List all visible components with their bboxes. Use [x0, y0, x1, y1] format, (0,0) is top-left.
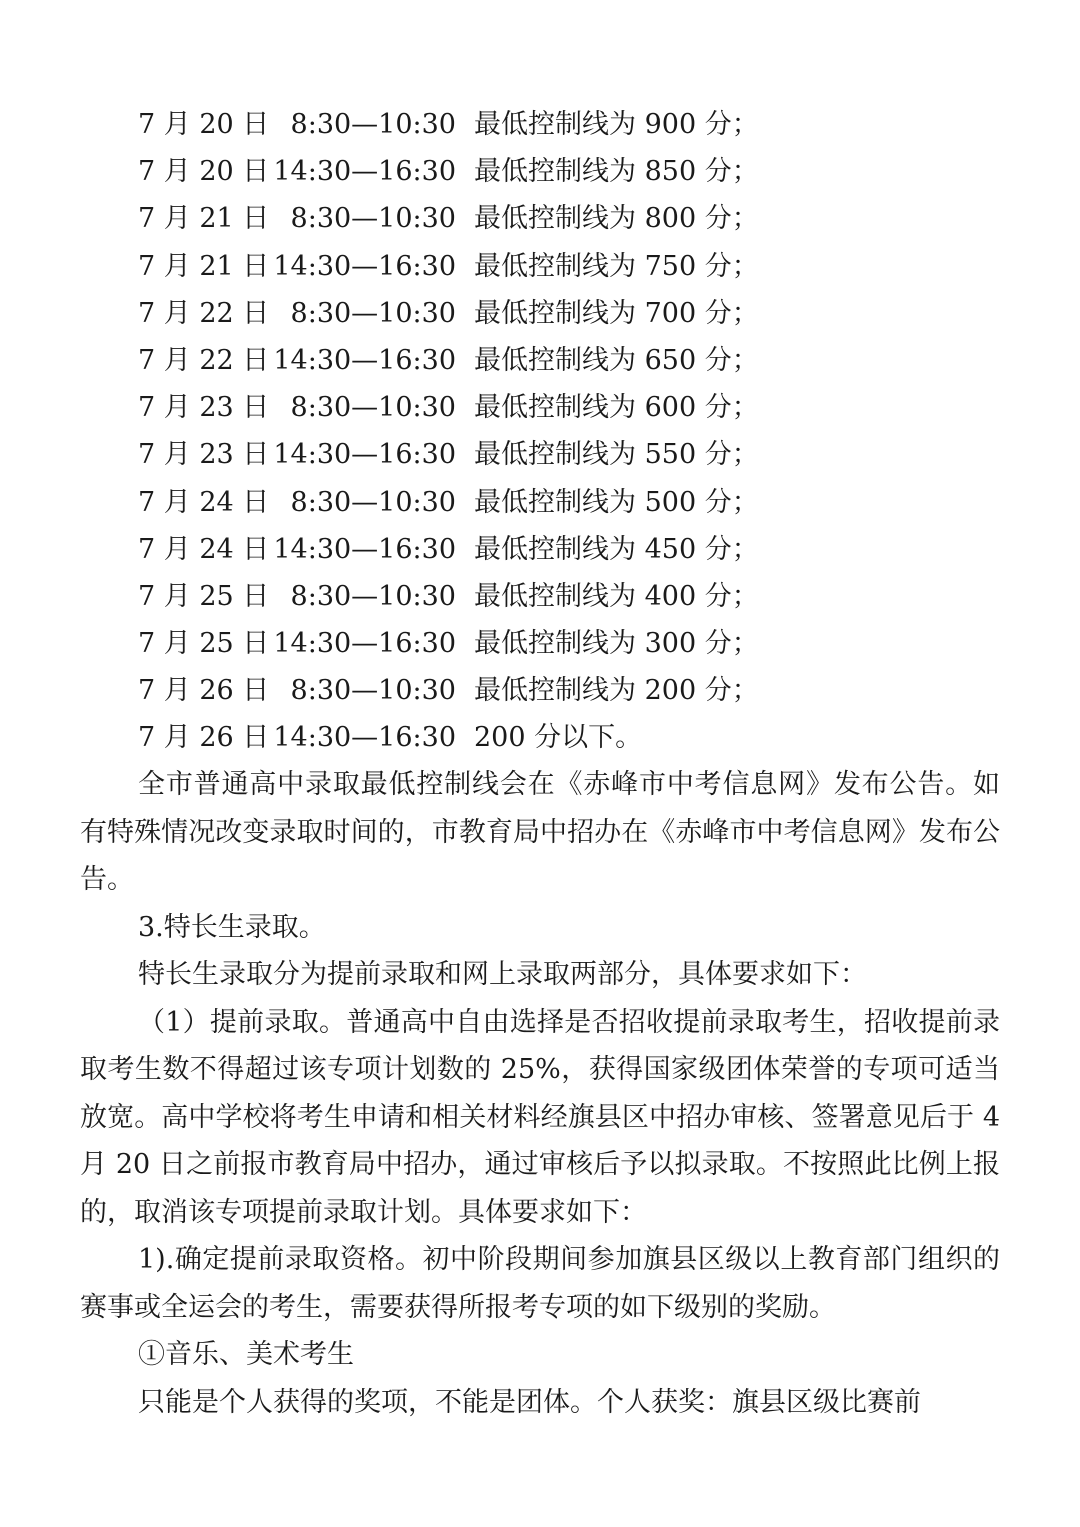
- schedule-time: 14:30—16:30: [273, 156, 456, 188]
- schedule-row: [138, 337, 1038, 384]
- document-body: [80, 761, 1000, 1426]
- schedule-row: [138, 290, 1038, 337]
- schedule-text: 最低控制线为 650 分；: [474, 344, 759, 376]
- schedule-time: 14:30—16:30: [273, 628, 456, 660]
- schedule-row: [138, 479, 1038, 526]
- schedule-time: 8:30—10:30: [290, 109, 456, 140]
- schedule-time: 8:30—10:30: [290, 203, 456, 235]
- schedule-date: 7 月 26 日: [138, 675, 270, 707]
- schedule-time: 14:30—16:30: [273, 722, 456, 754]
- schedule-row: [138, 714, 1038, 761]
- schedule-text: 最低控制线为 900 分；: [474, 109, 759, 140]
- schedule-time: 8:30—10:30: [290, 297, 456, 329]
- schedule-date: 7 月 21 日: [138, 250, 270, 282]
- schedule-date: 7 月 23 日: [138, 439, 270, 471]
- schedule-date: 7 月 26 日: [138, 722, 270, 754]
- schedule-row: [138, 573, 1038, 620]
- paragraph-individual-awards: 只能是个人获得的奖项，不能是团体。个人获奖：旗县区级比赛前: [138, 1386, 921, 1418]
- schedule-text: 最低控制线为 200 分；: [474, 675, 759, 707]
- schedule-text: 200 分以下。: [474, 722, 643, 754]
- schedule-date: 7 月 25 日: [138, 580, 270, 612]
- schedule-time: 8:30—10:30: [290, 392, 456, 424]
- schedule-row: [138, 148, 1038, 195]
- schedule-date: 7 月 20 日: [138, 109, 270, 140]
- schedule-time: 8:30—10:30: [290, 580, 456, 612]
- schedule-text: 最低控制线为 400 分；: [474, 580, 759, 612]
- schedule-date: 7 月 24 日: [138, 533, 270, 565]
- schedule-text: 最低控制线为 700 分；: [474, 297, 759, 329]
- schedule-date: 7 月 20 日: [138, 156, 270, 188]
- schedule-time: 14:30—16:30: [273, 250, 456, 282]
- schedule-row: [138, 526, 1038, 573]
- schedule-text: 最低控制线为 550 分；: [474, 439, 759, 471]
- schedule-time: 14:30—16:30: [273, 344, 456, 376]
- schedule-text: 最低控制线为 600 分；: [474, 392, 759, 424]
- schedule-row: [138, 384, 1038, 431]
- schedule-text: 最低控制线为 300 分；: [474, 628, 759, 660]
- subsection-heading: ①音乐、美术考生: [138, 1339, 354, 1370]
- admission-schedule: [138, 101, 1038, 762]
- schedule-row: [138, 667, 1038, 714]
- section-heading: 3.特长生录取。: [138, 911, 326, 943]
- paragraph-announcement: 全市普通高中录取最低控制线会在《赤峰市中考信息网》发布公告。如有特殊情况改变录取时间的，市教育局中招办在《赤峰市中考信息网》发布公告。: [80, 769, 1000, 895]
- paragraph-eligibility: 1).确定提前录取资格。初中阶段期间参加旗县区级以上教育部门组织的赛事或全运会的考生，需要获得所报考专项的如下级别的奖励。: [80, 1244, 1000, 1323]
- schedule-text: 最低控制线为 800 分；: [474, 203, 759, 235]
- schedule-row: [138, 431, 1038, 478]
- schedule-date: 7 月 23 日: [138, 392, 270, 424]
- schedule-text: 最低控制线为 500 分；: [474, 486, 759, 518]
- schedule-date: 7 月 24 日: [138, 486, 270, 518]
- schedule-text: 最低控制线为 450 分；: [474, 533, 759, 565]
- schedule-row: [138, 620, 1038, 667]
- schedule-row: [138, 195, 1038, 242]
- schedule-date: 7 月 22 日: [138, 297, 270, 329]
- schedule-date: 7 月 25 日: [138, 628, 270, 660]
- paragraph-intro: 特长生录取分为提前录取和网上录取两部分，具体要求如下：: [138, 959, 867, 990]
- schedule-time: 14:30—16:30: [273, 439, 456, 471]
- schedule-time: 8:30—10:30: [290, 486, 456, 518]
- schedule-time: 8:30—10:30: [290, 675, 456, 707]
- schedule-date: 7 月 22 日: [138, 344, 270, 376]
- schedule-time: 14:30—16:30: [273, 533, 456, 565]
- schedule-date: 7 月 21 日: [138, 203, 270, 235]
- schedule-row: [138, 101, 1038, 148]
- paragraph-early-admission: （1）提前录取。普通高中自由选择是否招收提前录取考生，招收提前录取考生数不得超过该专项计划数的 25%，获得国家级团体荣誉的专项可适当放宽。高中学校将考生申请和相关材料经旗县区中招办审核、签署意见后于 4 月 20 日之前报市教育局中招办，通过审核后予以拟录取。不按照此比例上报的，取消该专项提前录取计划。具体要求如下：: [80, 1006, 1000, 1228]
- schedule-text: 最低控制线为 850 分；: [474, 156, 759, 188]
- schedule-row: [138, 243, 1038, 290]
- schedule-text: 最低控制线为 750 分；: [474, 250, 759, 282]
